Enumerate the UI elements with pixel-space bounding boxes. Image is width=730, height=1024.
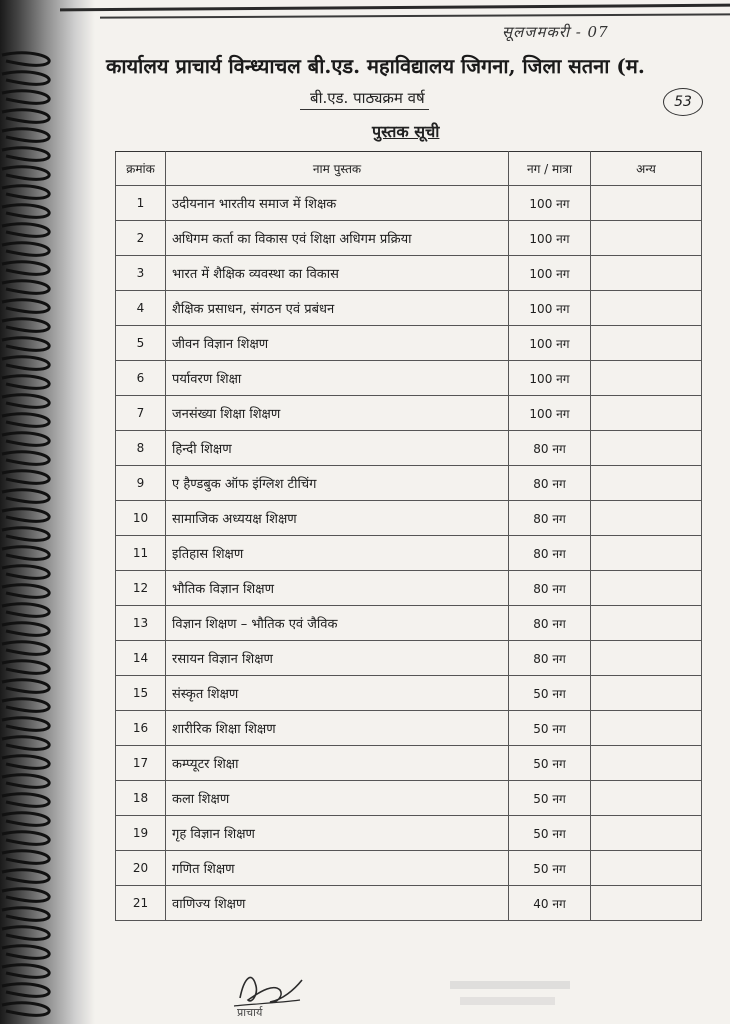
- cell-other: [591, 291, 702, 326]
- table-row: [116, 781, 702, 816]
- table-row: [116, 396, 702, 431]
- cell-book-name: भौतिक विज्ञान शिक्षण: [166, 571, 509, 606]
- cell-serial: 20: [116, 851, 166, 886]
- cell-book-name: संस्कृत शिक्षण: [166, 676, 509, 711]
- document-title: पुस्तक सूची: [372, 122, 440, 141]
- cell-serial: 16: [116, 711, 166, 746]
- cell-book-name: सामाजिक अध्ययक्ष शिक्षण: [166, 501, 509, 536]
- cell-book-name: कला शिक्षण: [166, 781, 509, 816]
- table-row: [116, 326, 702, 361]
- table-row: [116, 606, 702, 641]
- cell-other: [591, 711, 702, 746]
- table-row: [116, 501, 702, 536]
- table-body: [116, 186, 702, 921]
- cell-serial: 12: [116, 571, 166, 606]
- cell-book-name: इतिहास शिक्षण: [166, 536, 509, 571]
- table-row: [116, 641, 702, 676]
- cell-serial: 21: [116, 886, 166, 921]
- cell-serial: 19: [116, 816, 166, 851]
- cell-other: [591, 571, 702, 606]
- cell-other: [591, 221, 702, 256]
- table-row: [116, 186, 702, 221]
- cell-quantity: 80 नग: [509, 466, 591, 501]
- cell-book-name: भारत में शैक्षिक व्यवस्था का विकास: [166, 256, 509, 291]
- cell-quantity: 80 नग: [509, 606, 591, 641]
- cell-serial: 6: [116, 361, 166, 396]
- cell-serial: 17: [116, 746, 166, 781]
- cell-serial: 18: [116, 781, 166, 816]
- cell-quantity: 50 नग: [509, 711, 591, 746]
- signature-label: प्राचार्य: [237, 1006, 263, 1019]
- cell-quantity: 80 नग: [509, 536, 591, 571]
- cell-serial: 2: [116, 221, 166, 256]
- cell-serial: 8: [116, 431, 166, 466]
- cell-other: [591, 816, 702, 851]
- scan-edge-line: [60, 4, 730, 12]
- cell-quantity: 80 नग: [509, 641, 591, 676]
- cell-other: [591, 361, 702, 396]
- book-list-table: [115, 151, 702, 921]
- cell-other: [591, 886, 702, 921]
- cell-quantity: 80 नग: [509, 501, 591, 536]
- cell-quantity: 80 नग: [509, 431, 591, 466]
- cell-other: [591, 746, 702, 781]
- cell-quantity: 50 नग: [509, 851, 591, 886]
- cell-book-name: गृह विज्ञान शिक्षण: [166, 816, 509, 851]
- cell-quantity: 50 नग: [509, 781, 591, 816]
- cell-quantity: 80 नग: [509, 571, 591, 606]
- cell-other: [591, 431, 702, 466]
- cell-serial: 5: [116, 326, 166, 361]
- cell-other: [591, 256, 702, 291]
- table-row: [116, 291, 702, 326]
- table-row: [116, 676, 702, 711]
- cell-quantity: 50 नग: [509, 676, 591, 711]
- table-row: [116, 711, 702, 746]
- cell-serial: 15: [116, 676, 166, 711]
- cell-book-name: रसायन विज्ञान शिक्षण: [166, 641, 509, 676]
- signature-icon: [222, 960, 312, 1020]
- cell-other: [591, 466, 702, 501]
- cell-quantity: 100 नग: [509, 221, 591, 256]
- cell-other: [591, 851, 702, 886]
- cell-book-name: कम्प्यूटर शिक्षा: [166, 746, 509, 781]
- program-line: बी.एड. पाठ्यक्रम वर्ष: [300, 88, 429, 110]
- cell-quantity: 100 नग: [509, 291, 591, 326]
- cell-quantity: 100 नग: [509, 361, 591, 396]
- cell-serial: 10: [116, 501, 166, 536]
- column-header-serial: क्रमांक: [116, 152, 166, 186]
- cell-other: [591, 641, 702, 676]
- cell-other: [591, 536, 702, 571]
- cell-book-name: जनसंख्या शिक्षा शिक्षण: [166, 396, 509, 431]
- cell-quantity: 100 नग: [509, 256, 591, 291]
- table-row: [116, 816, 702, 851]
- scan-edge-line: [100, 13, 730, 18]
- column-header-book-name: नाम पुस्तक: [166, 152, 509, 186]
- table-row: [116, 851, 702, 886]
- cell-book-name: हिन्दी शिक्षण: [166, 431, 509, 466]
- cell-other: [591, 326, 702, 361]
- office-heading: कार्यालय प्राचार्य विन्ध्याचल बी.एड. महाविद्यालय जिगना, जिला सतना (म.: [106, 54, 645, 78]
- cell-other: [591, 501, 702, 536]
- table-row: [116, 256, 702, 291]
- handwritten-reference-note: सूलजमकरी - 07: [502, 23, 609, 41]
- cell-quantity: 100 नग: [509, 396, 591, 431]
- cell-book-name: उदीयनान भारतीय समाज में शिक्षक: [166, 186, 509, 221]
- table-row: [116, 571, 702, 606]
- cell-other: [591, 606, 702, 641]
- cell-quantity: 50 नग: [509, 746, 591, 781]
- table-row: [116, 746, 702, 781]
- cell-serial: 11: [116, 536, 166, 571]
- table-row: [116, 466, 702, 501]
- cell-book-name: शारीरिक शिक्षा शिक्षण: [166, 711, 509, 746]
- cell-book-name: जीवन विज्ञान शिक्षण: [166, 326, 509, 361]
- cell-book-name: विज्ञान शिक्षण – भौतिक एवं जैविक: [166, 606, 509, 641]
- table-row: [116, 361, 702, 396]
- cell-other: [591, 781, 702, 816]
- cell-book-name: वाणिज्य शिक्षण: [166, 886, 509, 921]
- cell-quantity: 100 नग: [509, 326, 591, 361]
- cell-book-name: गणित शिक्षण: [166, 851, 509, 886]
- table-row: [116, 221, 702, 256]
- cell-other: [591, 396, 702, 431]
- cell-quantity: 40 नग: [509, 886, 591, 921]
- cell-serial: 7: [116, 396, 166, 431]
- cell-book-name: अधिगम कर्ता का विकास एवं शिक्षा अधिगम प्रक्रिया: [166, 221, 509, 256]
- cell-other: [591, 676, 702, 711]
- cell-book-name: शैक्षिक प्रसाधन, संगठन एवं प्रबंधन: [166, 291, 509, 326]
- cell-serial: 13: [116, 606, 166, 641]
- cell-serial: 1: [116, 186, 166, 221]
- table-row: [116, 886, 702, 921]
- column-header-quantity: नग / मात्रा: [509, 152, 591, 186]
- table-header-row: [116, 152, 702, 186]
- spiral-binding-icon: [0, 0, 70, 1024]
- column-header-other: अन्य: [591, 152, 702, 186]
- cell-book-name: ए हैण्डबुक ऑफ इंग्लिश टीचिंग: [166, 466, 509, 501]
- cell-serial: 3: [116, 256, 166, 291]
- table-row: [116, 536, 702, 571]
- cell-quantity: 50 नग: [509, 816, 591, 851]
- cell-serial: 9: [116, 466, 166, 501]
- table-row: [116, 431, 702, 466]
- cell-other: [591, 186, 702, 221]
- faded-stamp-icon: [440, 975, 590, 1015]
- cell-serial: 14: [116, 641, 166, 676]
- cell-serial: 4: [116, 291, 166, 326]
- page-number-mark: 53: [663, 88, 703, 116]
- cell-book-name: पर्यावरण शिक्षा: [166, 361, 509, 396]
- cell-quantity: 100 नग: [509, 186, 591, 221]
